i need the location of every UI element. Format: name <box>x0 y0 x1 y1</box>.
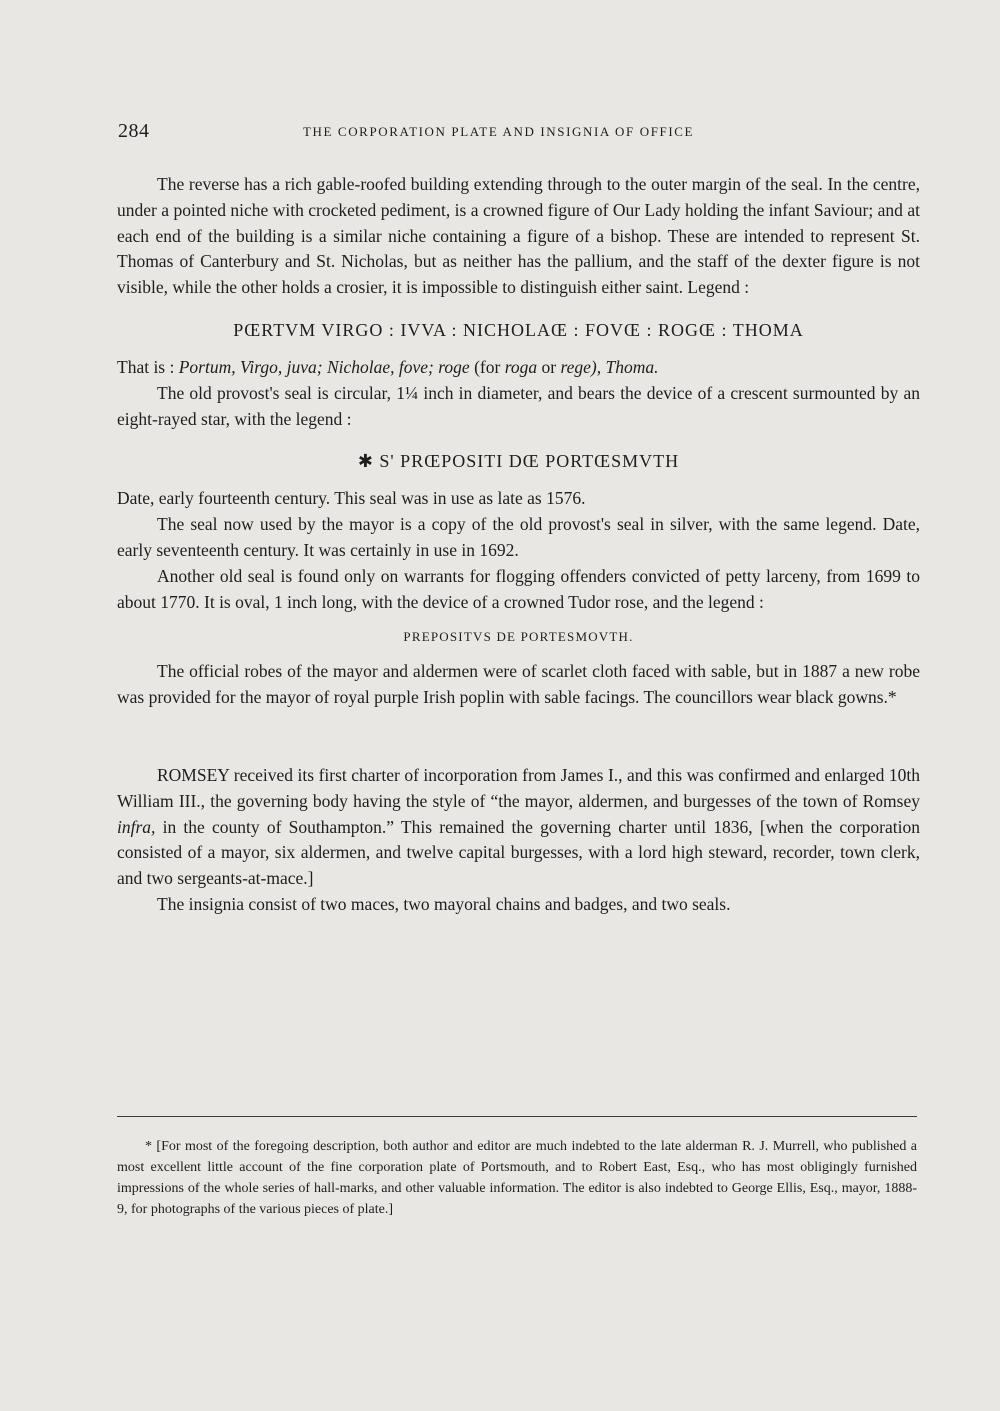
paragraph-reverse-seal: The reverse has a rich gable-roofed building extending through to the outer margin of the seal. In the centre, under a pointed niche with crocketed pediment, is a crowned figure of Our Lady holding the infant Saviour; and at each end of the building is a similar niche containing a figure of a bishop. These are intended to represent St. Thomas of Canterbury and St. Nicholas, but as neither has the pallium, and the staff of the dexter figure is not visible, while the other holds a crosier, it is impossible to distinguish either saint. Legend : <box>117 174 920 298</box>
paragraph-romsey <box>117 763 920 892</box>
paragraph-mayor-seal: The seal now used by the mayor is a copy of the old provost's seal in silver, with the same legend. Date, early seventeenth century. It was certainly in use in 1692. <box>117 514 920 560</box>
page-number: 284 <box>118 120 150 142</box>
seal-legend-provost: ✱ S' PRŒPOSITI DŒ PORTŒSMVTH <box>357 451 680 472</box>
paragraph-insignia: The insignia consist of two maces, two mayoral chains and badges, and two seals. <box>157 893 731 914</box>
translation-virgo: Virgo, juva; <box>239 356 323 377</box>
seal-legend-reverse: PŒRTVM VIRGO : IVVA : NICHOLAŒ : FOVŒ : ROGŒ : THOMA <box>233 319 804 340</box>
seal-legend-warrant: PREPOSITVS DE PORTESMOVTH. <box>403 629 634 645</box>
romsey-infra: infra, <box>117 816 156 837</box>
paragraph-robes: The official robes of the mayor and aldermen were of scarlet cloth faced with sable, but in 1887 a new robe was provided for the mayor of royal purple Irish poplin with sable facings. The councillors wear black gowns.* <box>117 661 920 708</box>
footnote-rule <box>117 1116 917 1117</box>
translation-for: (for <box>474 356 501 377</box>
translation-roga: roga <box>504 356 538 377</box>
romsey-text-b: in the county of Southampton.” This remained the governing charter until 1836, [when the corporation consisted of a mayor, six aldermen, and twelve capital burgesses, with a lord high steward, recorder, town clerk, and two sergeants-at-mace.] <box>117 816 920 889</box>
running-title: THE CORPORATION PLATE AND INSIGNIA OF OFFICE <box>303 124 695 139</box>
translation-or: or <box>541 356 557 377</box>
section-gap <box>117 711 920 763</box>
paragraph-provost-seal: The old provost's seal is circular, 1¼ inch in diameter, and bears the device of a crescent surmounted by an eight-rayed star, with the legend : <box>117 382 920 429</box>
paragraph-date: Date, early fourteenth century. This seal was in use as late as 1576. <box>117 488 586 509</box>
translation-thoma: Thoma. <box>605 356 659 377</box>
translation-roge: roge <box>438 356 470 377</box>
page-header <box>118 120 918 148</box>
footnote-text: * [For most of the foregoing description, both author and editor are much indebted to the late alderman R. J. Murrell, who published a most excellent little account of the fine corporation plate of Portsmouth, and to Robert East, Esq., who has most obligingly furnished impressions of the whole series of hall-marks, and other valuable information. The editor is also indebted to George Ellis, Esq., mayor, 1888-9, for photographs of the various pieces of plate.] <box>117 1139 917 1217</box>
translation-rege: rege), <box>560 356 602 377</box>
translation-nicholae: Nicholae, fove; <box>326 356 434 377</box>
translation-intro: That is : <box>117 356 175 377</box>
paragraph-translation <box>117 355 920 381</box>
romsey-text-a: ROMSEY received its first charter of incorporation from James I., and this was confirmed and enlarged 10th William III., the governing body having the style of “the mayor, aldermen, and burgesses of the town of Romsey <box>117 764 920 811</box>
translation-portum: Portum, <box>178 356 236 377</box>
main-text <box>117 172 920 918</box>
footnote <box>117 1136 917 1220</box>
paragraph-warrant-seal: Another old seal is found only on warrants for flogging offenders convicted of petty larceny, from 1699 to about 1770. It is oval, 1 inch long, with the device of a crowned Tudor rose, and the legend : <box>117 565 920 612</box>
